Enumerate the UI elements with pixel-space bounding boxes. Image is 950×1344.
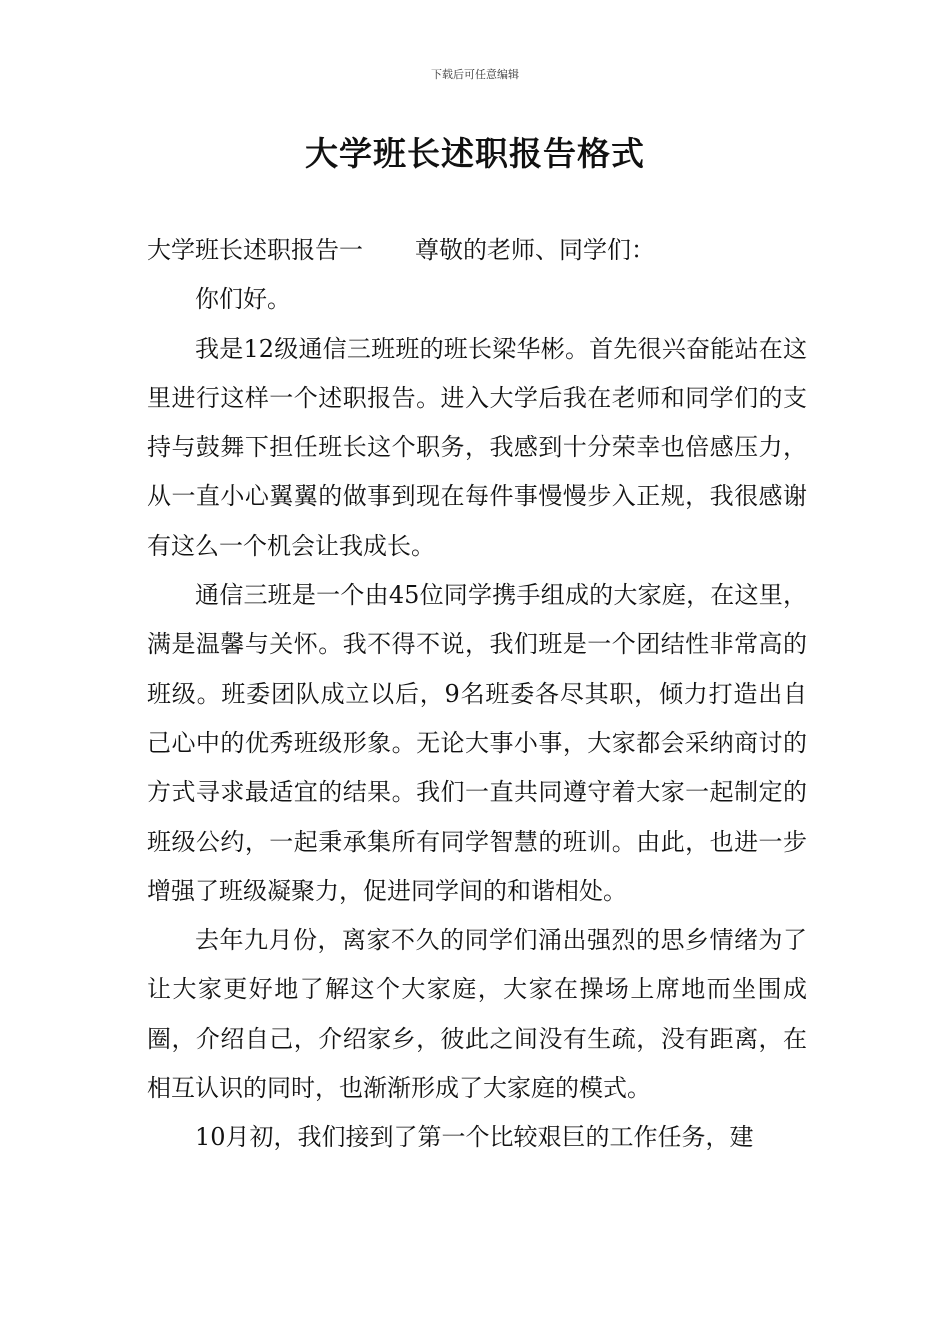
section-label: 大学班长述职报告一 [147, 236, 363, 264]
paragraph-class-overview: 通信三班是一个由45位同学携手组成的大家庭，在这里，满是温馨与关怀。我不得不说，我们班是一个团结性非常高的班级。班委团队成立以后，9名班委各尽其职，倾力打造出自己心中的优秀班级形象。无论大事小事，大家都会采纳商讨的方式寻求最适宜的结果。我们一直共同遵守着大家一起制定的班级公约，一起秉承集所有同学智慧的班训。由此，也进一步增强了班级凝聚力，促进同学间的和谐相处。 [147, 581, 807, 905]
document-title: 大学班长述职报告格式 [305, 134, 645, 173]
paragraph-september: 去年九月份，离家不久的同学们涌出强烈的思乡情绪为了让大家更好地了解这个大家庭，大家在操场上席地而坐围成圈，介绍自己，介绍家乡，彼此之间没有生疏，没有距离，在相互认识的同时，也渐渐形成了大家庭的模式。 [147, 926, 807, 1103]
paragraph-october: 10月初，我们接到了第一个比较艰巨的工作任务，建 [195, 1123, 754, 1152]
salutation: 尊敬的老师、同学们： [415, 236, 655, 264]
paragraph-introduction: 我是12级通信三班班的班长梁华彬。首先很兴奋能站在这里进行这样一个述职报告。进入大学后我在老师和同学们的支持与鼓舞下担任班长这个职务，我感到十分荣幸也倍感压力，从一直小心翼翼的做事到现在每件事慢慢步入正规，我很感谢有这么一个机会让我成长。 [147, 334, 807, 560]
paragraph-greeting: 你们好。 [195, 285, 291, 314]
opening-line [147, 226, 807, 275]
header-note: 下载后可任意编辑 [431, 68, 519, 81]
document-body [147, 226, 807, 1163]
